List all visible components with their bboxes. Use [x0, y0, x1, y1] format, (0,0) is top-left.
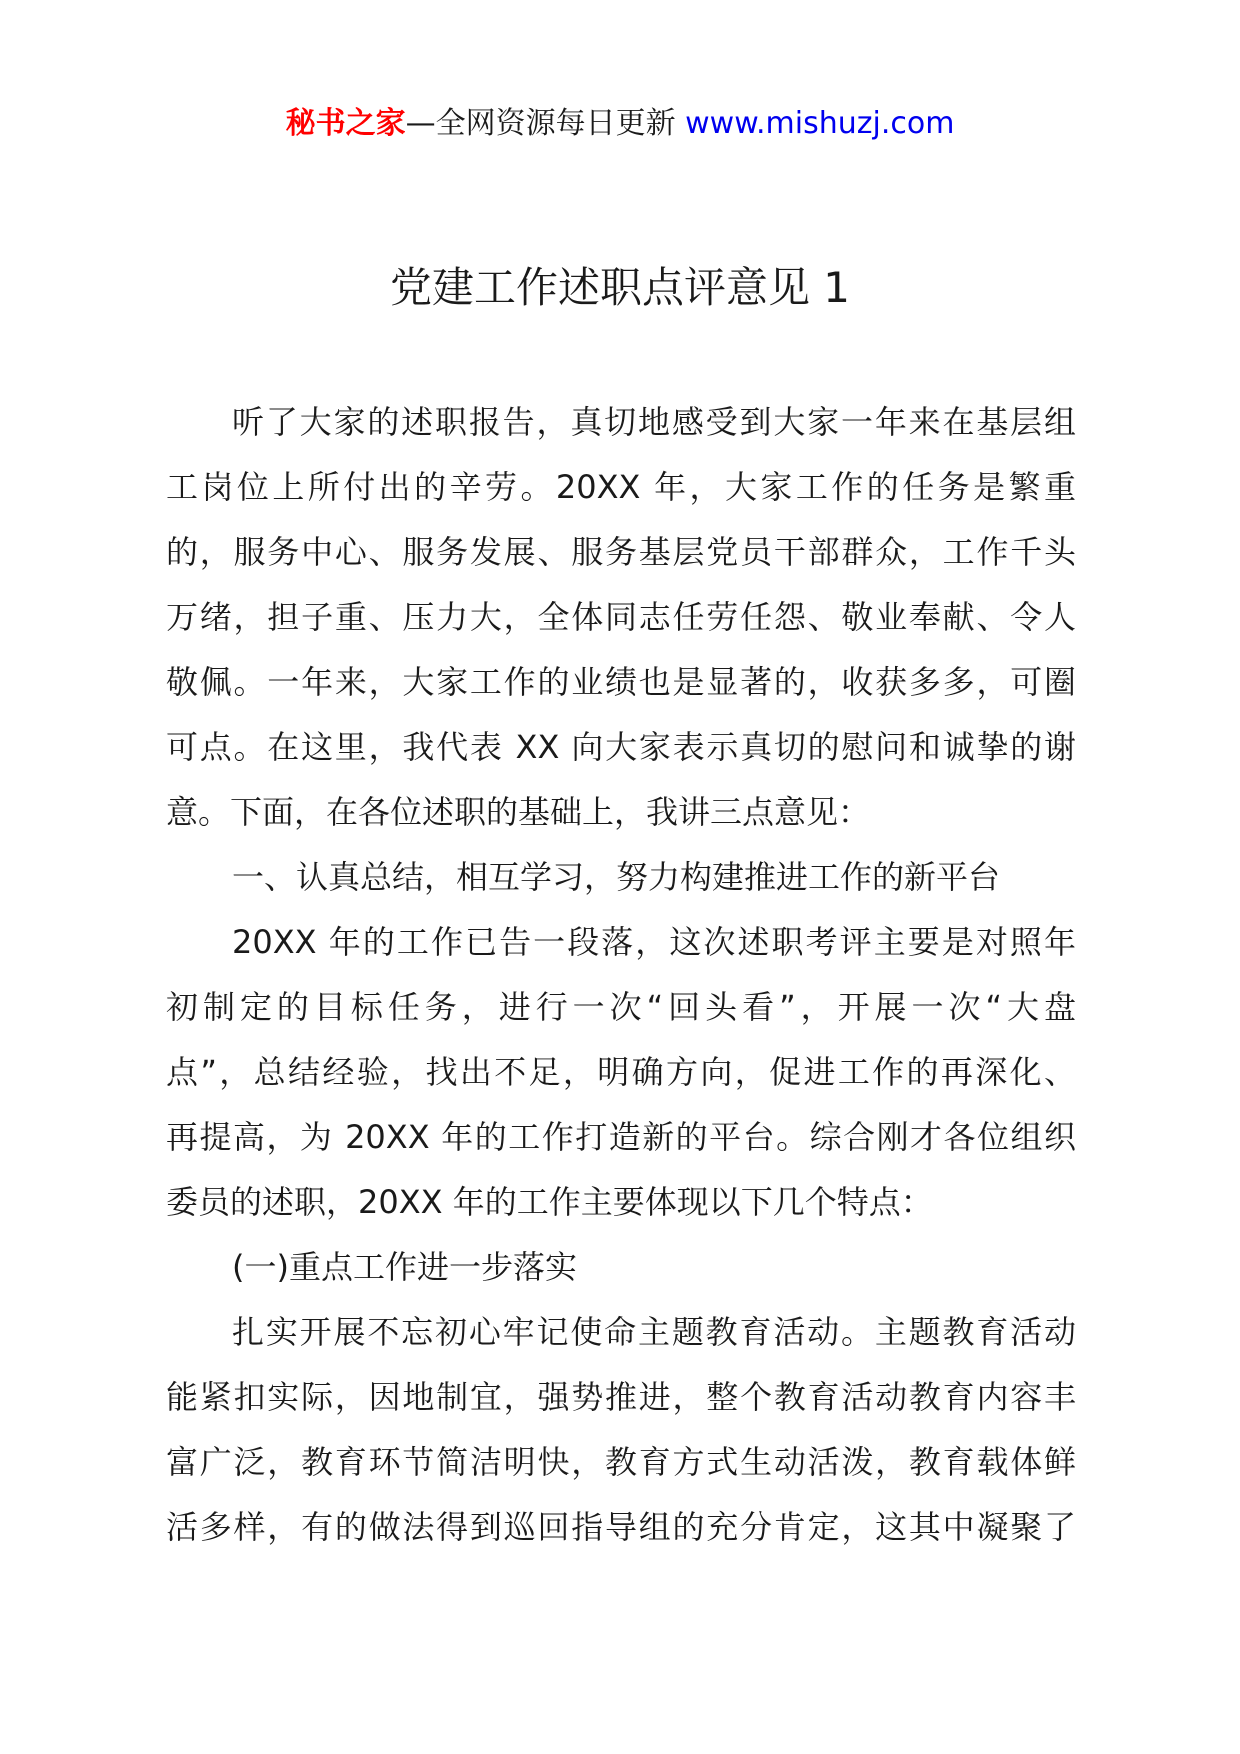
site-header — [0, 100, 1240, 148]
paragraph-line: 的，服务中心、服务发展、服务基层党员干部群众，工作千头 — [166, 533, 1076, 571]
document-title: 党建工作述职点评意见 1 — [389, 263, 851, 312]
paragraph-line: 20XX 年的工作已告一段落，这次述职考评主要是对照年 — [232, 923, 1076, 961]
paragraph-line: 可点。在这里，我代表 XX 向大家表示真切的慰问和诚挚的谢 — [166, 728, 1076, 766]
subsection-heading: (一)重点工作进一步落实 — [232, 1248, 577, 1286]
paragraph-line: 富广泛，教育环节简洁明快，教育方式生动活泼，教育载体鲜 — [166, 1443, 1076, 1481]
paragraph-line: 再提高，为 20XX 年的工作打造新的平台。综合刚才各位组织 — [166, 1118, 1076, 1156]
paragraph-line: 能紧扣实际，因地制宜，强势推进，整个教育活动教育内容丰 — [166, 1378, 1076, 1416]
paragraph-line: 扎实开展不忘初心牢记使命主题教育活动。主题教育活动 — [232, 1313, 1076, 1351]
site-url-link[interactable]: www.mishuzj.com — [685, 106, 955, 141]
paragraph-line: 意。下面，在各位述职的基础上，我讲三点意见： — [166, 793, 871, 831]
paragraph-line: 工岗位上所付出的辛劳。20XX 年，大家工作的任务是繁重 — [166, 468, 1076, 506]
paragraph-line: 点”，总结经验，找出不足，明确方向，促进工作的再深化、 — [166, 1053, 1076, 1091]
site-tagline: —全网资源每日更新 — [405, 106, 676, 141]
paragraph-line: 委员的述职，20XX 年的工作主要体现以下几个特点： — [166, 1183, 933, 1221]
paragraph-line: 敬佩。一年来，大家工作的业绩也是显著的，收获多多，可圈 — [166, 663, 1076, 701]
paragraph-line: 听了大家的述职报告，真切地感受到大家一年来在基层组 — [232, 403, 1076, 441]
paragraph-line: 初制定的目标任务，进行一次“回头看”，开展一次“大盘 — [166, 988, 1076, 1026]
paragraph-line: 活多样，有的做法得到巡回指导组的充分肯定，这其中凝聚了 — [166, 1508, 1076, 1546]
paragraph-line: 万绪，担子重、压力大，全体同志任劳任怨、敬业奉献、令人 — [166, 598, 1076, 636]
document-body — [166, 390, 1076, 1560]
site-brand: 秘书之家 — [285, 106, 406, 141]
section-heading: 一、认真总结，相互学习，努力构建推进工作的新平台 — [232, 858, 1001, 896]
